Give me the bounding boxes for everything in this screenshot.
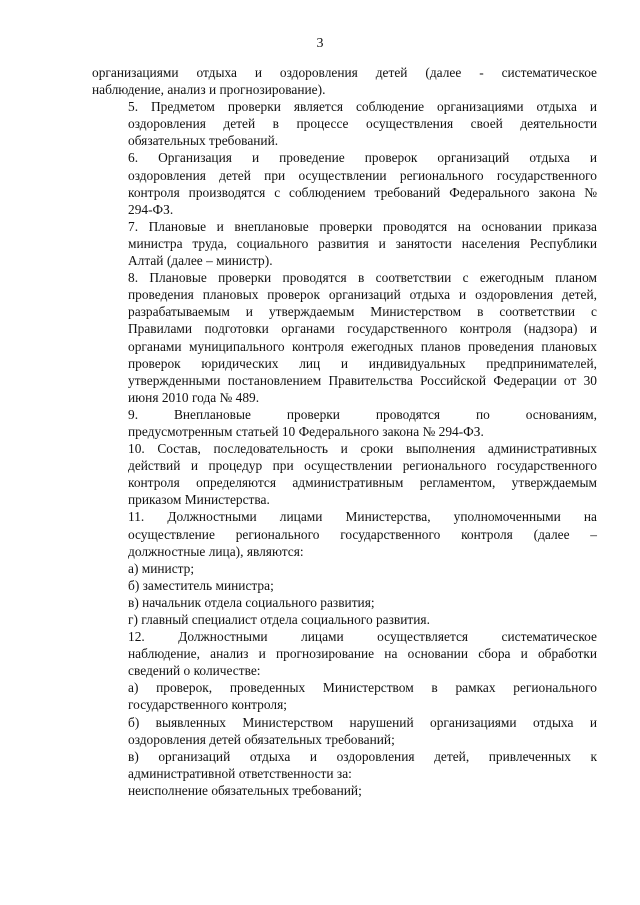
paragraph-line: контроля производятся с соблюдением требований Федерального закона №	[128, 184, 597, 200]
paragraph	[92, 782, 597, 799]
paragraph-line: административной ответственности за:	[128, 765, 352, 781]
list-item: б) заместитель министра;	[128, 577, 274, 593]
paragraph	[92, 508, 597, 559]
paragraph-line: сведений о количестве:	[128, 663, 261, 679]
paragraph-line: наблюдение, анализ и прогнозирование).	[92, 82, 326, 98]
paragraph	[92, 218, 597, 269]
paragraph	[92, 149, 597, 217]
paragraph	[92, 679, 597, 713]
paragraph-line: организациями отдыха и оздоровления детей (далее - систематическое	[92, 65, 597, 80]
paragraph-line: а) проверок, проведенных Министерством в рамках регионального	[128, 680, 597, 696]
paragraph	[92, 748, 597, 782]
paragraph	[92, 628, 597, 679]
paragraph-line: 294-ФЗ.	[128, 201, 174, 217]
paragraph-line: оздоровления детей обязательных требований;	[128, 731, 395, 747]
paragraph-line: 9. Внеплановые проверки проводятся по основаниям,	[128, 406, 597, 422]
document-body	[92, 64, 597, 799]
paragraph	[92, 98, 597, 149]
paragraph-line: обязательных требований.	[128, 133, 279, 149]
paragraph	[92, 714, 597, 748]
paragraph-line: 11. Должностными лицами Министерства, уполномоченными на	[128, 509, 597, 525]
paragraph-line: приказом Министерства.	[128, 492, 270, 508]
paragraph-line: в) организаций отдыха и оздоровления детей, привлеченных к	[128, 748, 597, 764]
paragraph-line: утвержденными постановлением Правительства Российской Федерации от 30	[128, 372, 597, 388]
paragraph	[92, 64, 597, 98]
paragraph-line: должностные лица), являются:	[128, 543, 304, 559]
paragraph-line: 6. Организация и проведение проверок организаций отдыха и	[128, 150, 597, 166]
paragraph	[92, 440, 597, 508]
paragraph-line: Алтай (далее – министр).	[128, 253, 273, 269]
paragraph-line: 12. Должностными лицами осуществляется систематическое	[128, 629, 597, 645]
paragraph-line: июня 2010 года № 489.	[128, 389, 260, 405]
paragraph-line: действий и процедур при осуществлении регионального государственного	[128, 458, 597, 474]
paragraph	[92, 269, 597, 406]
page-number: 3	[316, 36, 324, 51]
paragraph	[92, 406, 597, 440]
paragraph-line: органами муниципального контроля ежегодных планов проведения плановых	[128, 338, 597, 354]
paragraph-line: осуществление регионального государственного контроля (далее –	[128, 526, 597, 542]
paragraph-line: контроля определяются административным регламентом, утверждаемым	[128, 475, 597, 491]
list-item: а) министр;	[128, 560, 195, 576]
paragraph-line: предусмотренным статьей 10 Федерального закона № 294-ФЗ.	[128, 423, 484, 439]
paragraph-line: оздоровления детей в процессе осуществления своей деятельности	[128, 116, 597, 132]
paragraph-line: неисполнение обязательных требований;	[128, 782, 362, 798]
paragraph-line: оздоровления детей при осуществлении регионального государственного	[128, 167, 597, 183]
paragraph-line: б) выявленных Министерством нарушений организациями отдыха и	[128, 714, 597, 730]
list-item: г) главный специалист отдела социального развития.	[128, 612, 430, 627]
list-item: в) начальник отдела социального развития;	[128, 594, 375, 610]
paragraph-line: Правилами подготовки органами государственного контроля (надзора) и	[128, 321, 597, 337]
paragraph-line: проведения плановых проверок организаций отдыха и оздоровления детей,	[128, 287, 597, 303]
paragraph-line: 8. Плановые проверки проводятся в соответствии с ежегодным планом	[128, 270, 597, 286]
paragraph-line: 10. Состав, последовательность и сроки выполнения административных	[128, 441, 597, 457]
paragraph-line: государственного контроля;	[128, 697, 287, 713]
paragraph-line: 5. Предметом проверки является соблюдение организациями отдыха и	[128, 99, 597, 115]
paragraph-line: 7. Плановые и внеплановые проверки проводятся на основании приказа	[128, 218, 597, 234]
paragraph-line: разрабатываемым и утверждаемым Министерством в соответствии с	[128, 304, 597, 320]
paragraph-line: наблюдение, анализ и прогнозирование на основании сбора и обработки	[128, 646, 597, 662]
paragraph-line: министра труда, социального развития и занятости населения Республики	[128, 235, 597, 251]
paragraph-line: проверок юридических лиц и индивидуальных предпринимателей,	[128, 355, 597, 371]
